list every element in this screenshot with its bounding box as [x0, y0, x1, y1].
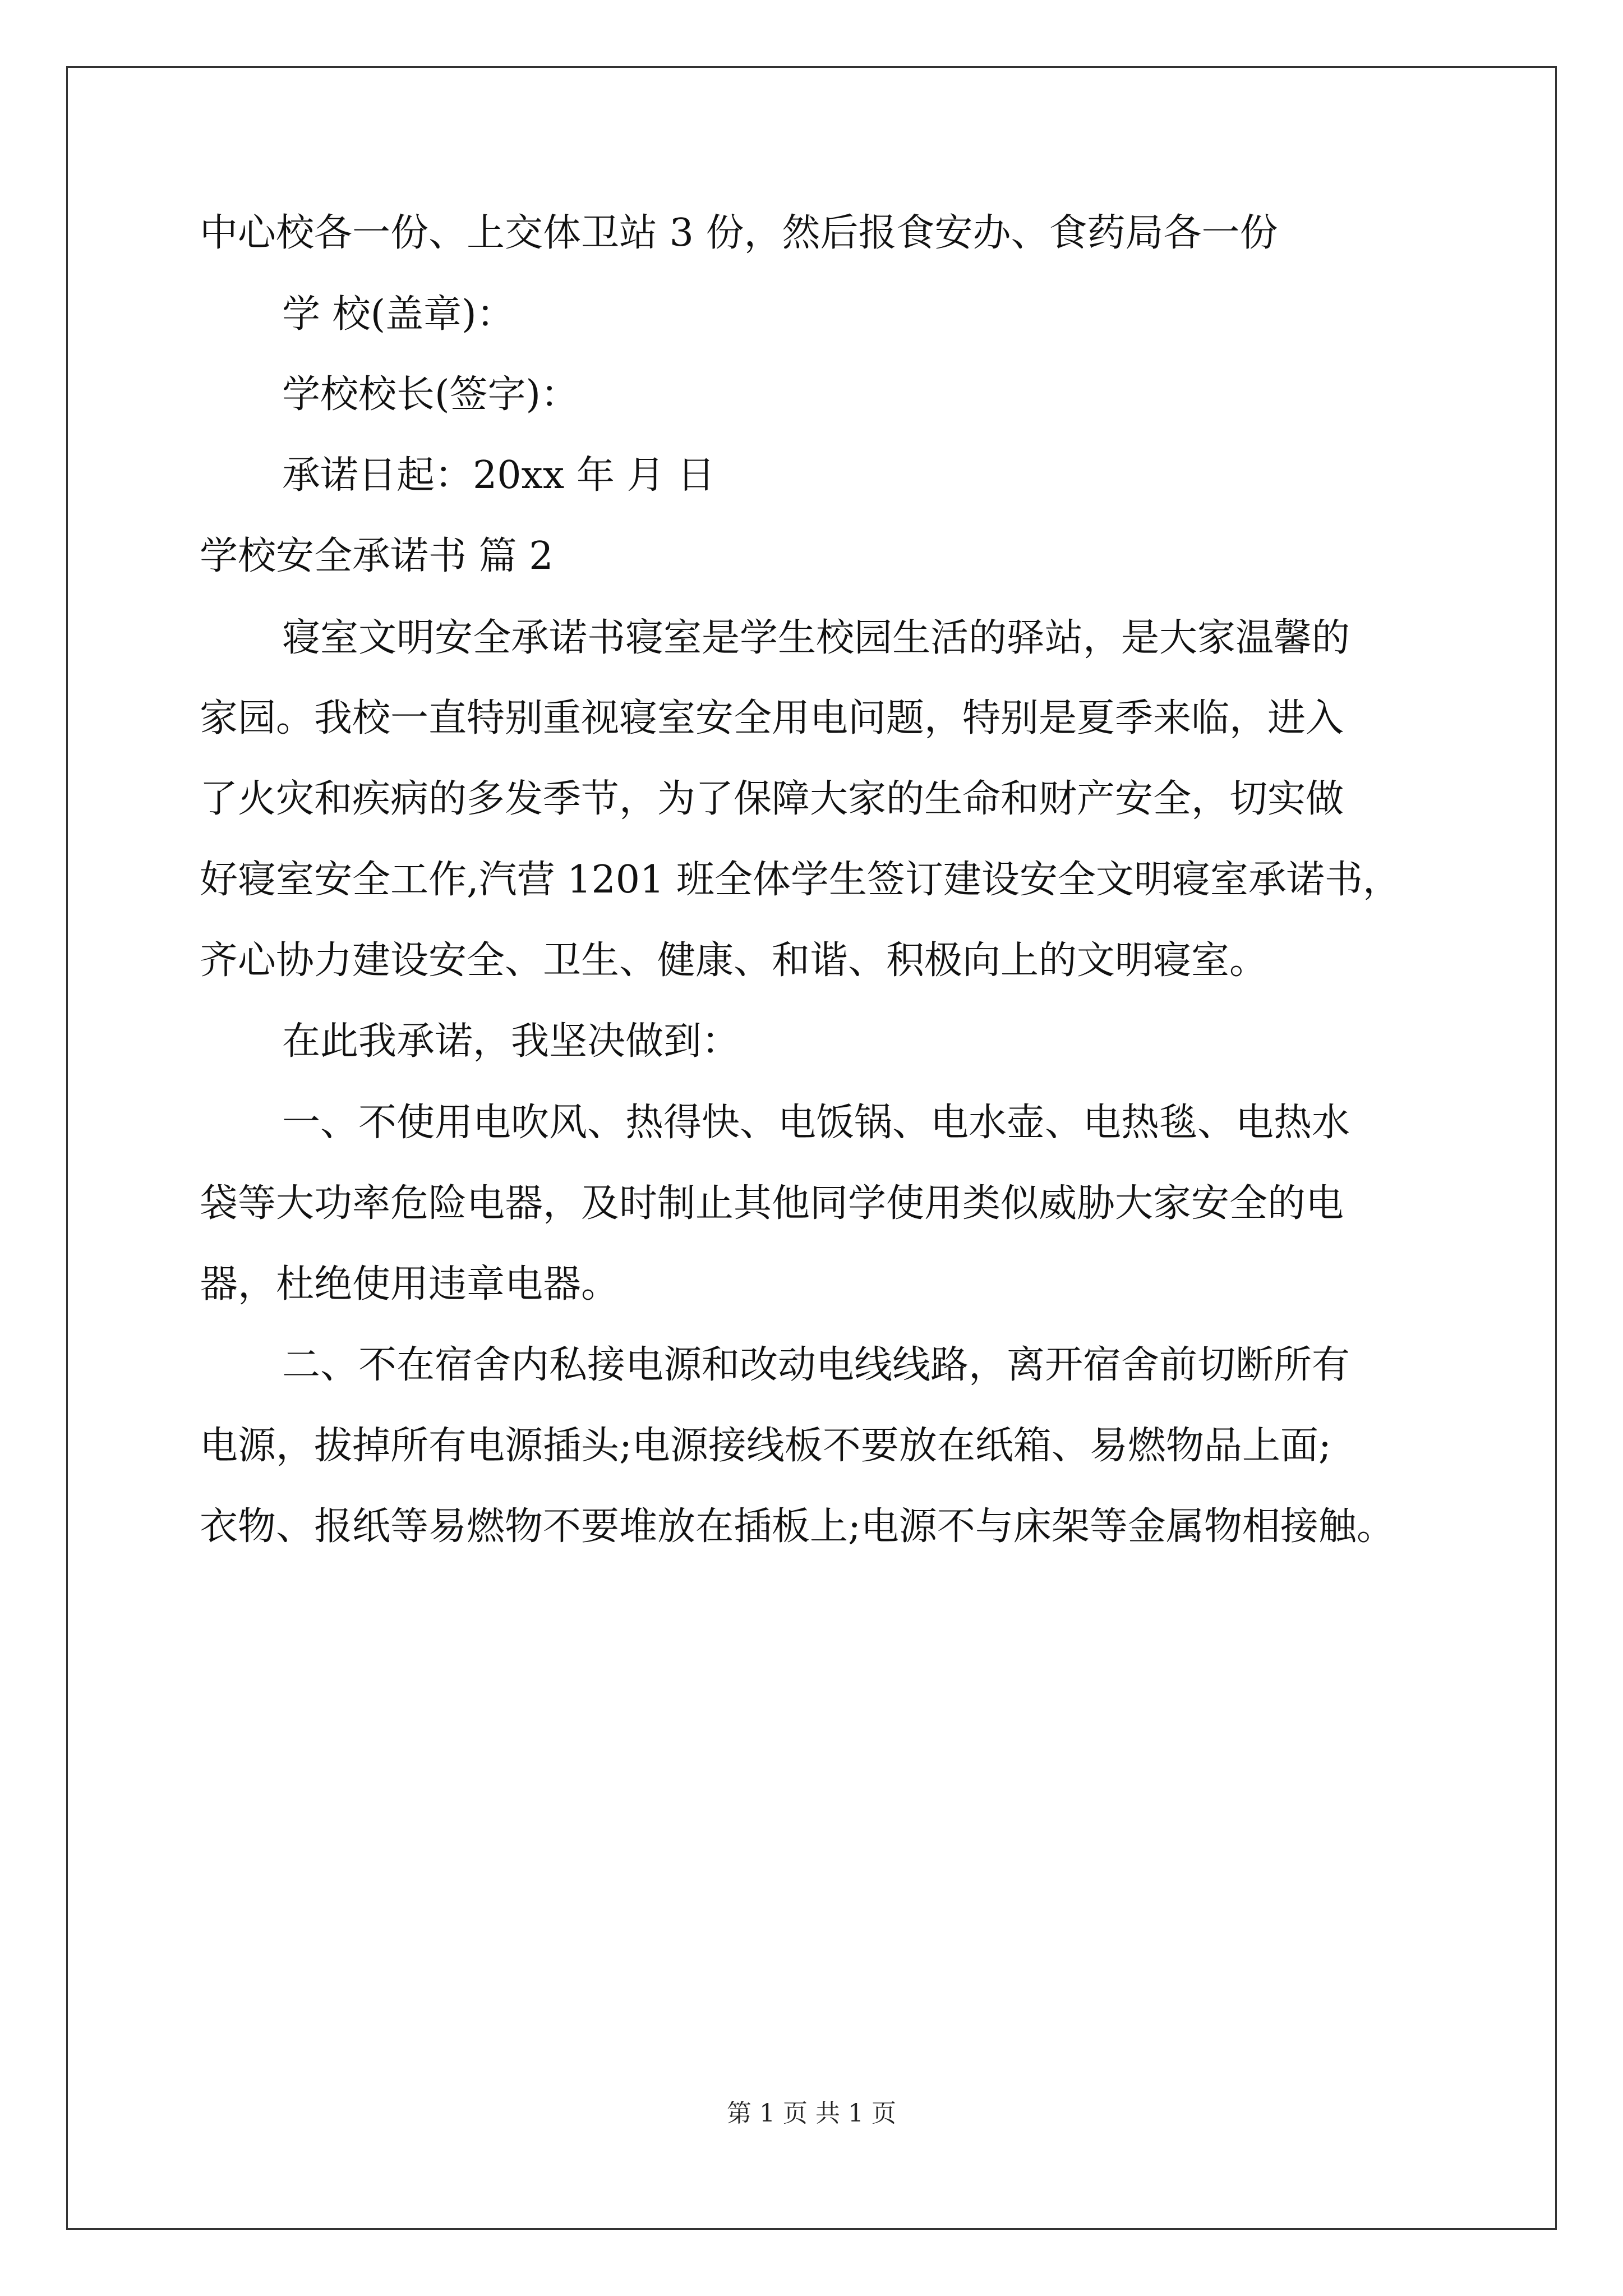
text-line: 了火灾和疾病的多发季节，为了保障大家的生命和财产安全，切实做	[200, 777, 1344, 821]
text-line: 在此我承诺，我坚决做到：	[282, 1019, 740, 1064]
text-line: 二、不在宿舍内私接电源和改动电线线路，离开宿舍前切断所有	[282, 1343, 1350, 1387]
text-line: 袋等大功率危险电器，及时制止其他同学使用类似威胁大家安全的电	[200, 1181, 1344, 1226]
school-seal-line: 学 校(盖章)：	[282, 292, 515, 337]
text-line: 寝室文明安全承诺书寝室是学生校园生活的驿站，是大家温馨的	[282, 616, 1350, 660]
text-line: 衣物、报纸等易燃物不要堆放在插板上;电源不与床架等金属物相接触。	[200, 1504, 1395, 1549]
text-line: 家园。我校一直特别重视寝室安全用电问题，特别是夏季来临，进入	[200, 696, 1344, 740]
page-footer: 第 1 页 共 1 页	[727, 2099, 896, 2128]
text-line: 齐心协力建设安全、卫生、健康、和谐、积极向上的文明寝室。	[200, 938, 1268, 983]
principal-signature-line: 学校校长(签字)：	[282, 372, 579, 417]
text-line: 器，杜绝使用违章电器。	[200, 1262, 620, 1306]
text-line: 电源，拔掉所有电源插头;电源接线板不要放在纸箱、易燃物品上面;	[200, 1424, 1331, 1468]
commitment-date-line: 承诺日起：20xx 年 月 日	[282, 453, 716, 498]
section-heading: 学校安全承诺书 篇 2	[200, 534, 554, 578]
text-line: 一、不使用电吹风、热得快、电饭锅、电水壶、电热毯、电热水	[282, 1101, 1350, 1145]
text-line: 好寝室安全工作,汽营 1201 班全体学生签订建设安全文明寝室承诺书，	[200, 858, 1401, 902]
text-line: 中心校各一份、上交体卫站 3 份，然后报食安办、食药局各一份	[200, 211, 1278, 255]
